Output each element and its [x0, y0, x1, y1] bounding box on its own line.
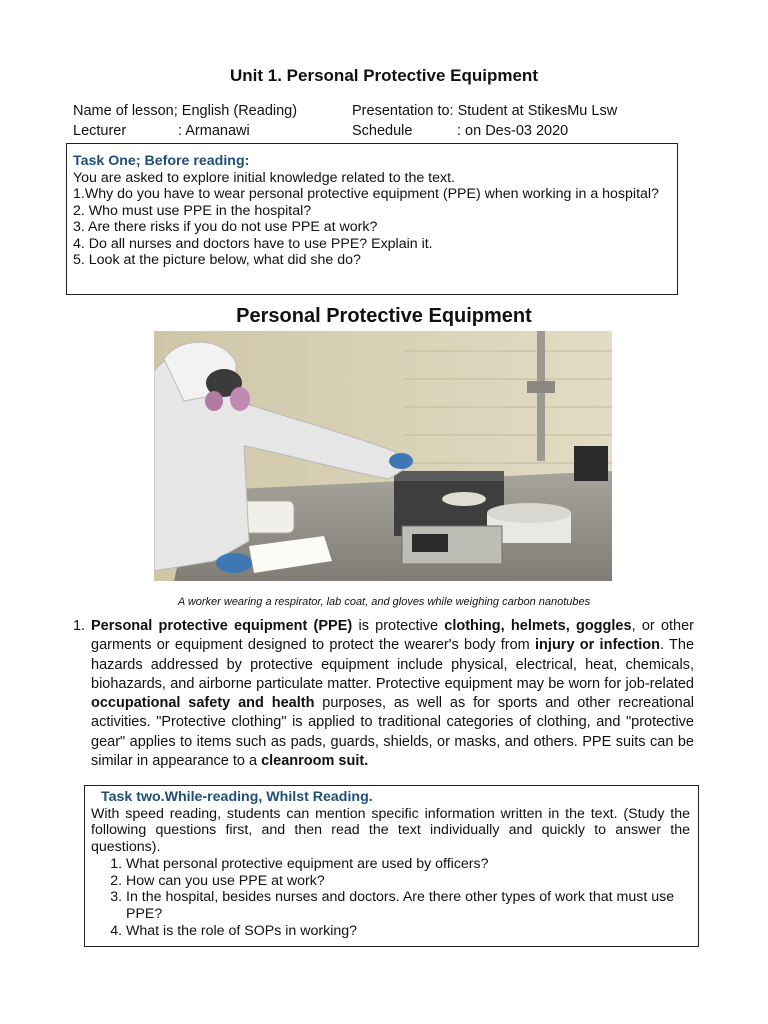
paragraph-text: . The hazards addressed by protective equipment include physical, electrical, heat, chemicals, biohazards, and airborne particulate matter. Protective equipment may be worn for job-related	[91, 637, 695, 692]
term-clothing: clothing, helmets, goggles	[444, 618, 632, 634]
schedule-label: Schedule	[352, 123, 413, 139]
task-one-question: 3. Are there risks if you do not use PPE at work?	[73, 219, 378, 235]
task-one-question: 1.Why do you have to wear personal protective equipment (PPE) when working in a hospital?	[73, 186, 659, 202]
task-one-question: 5. Look at the picture below, what did she do?	[73, 252, 361, 268]
lecturer-label: Lecturer	[73, 123, 127, 139]
task-one-box	[66, 143, 678, 295]
term-occupational: occupational safety and health	[91, 695, 315, 712]
term-cleanroom: cleanroom suit.	[261, 753, 369, 770]
lab-worker-photo	[154, 331, 612, 581]
task-one-question: 2. Who must use PPE in the hospital?	[73, 202, 312, 219]
task-two-questions	[91, 856, 690, 940]
task-two-title: Task two.While-reading, Whilst Reading.	[101, 789, 373, 805]
task-one-title: Task One; Before reading:	[73, 153, 250, 169]
task-two-box	[84, 785, 699, 947]
term-ppe: Personal protective equipment (PPE)	[91, 618, 353, 634]
task-two-question: 1. What personal protective equipment are used by officers?	[126, 856, 690, 873]
page-title: Unit 1. Personal Protective Equipment	[230, 66, 538, 85]
task-two-question: 4. What is the role of SOPs in working?	[126, 923, 690, 940]
task-two-question: 3. In the hospital, besides nurses and doctors. Are there other types of work that must use PPE?	[126, 889, 690, 922]
task-two-question: 2. How can you use PPE at work?	[126, 873, 690, 890]
ppe-paragraph	[73, 617, 694, 771]
lesson-name: Name of lesson; English (Reading)	[73, 103, 298, 119]
task-one-question: 4. Do all nurses and doctors have to use PPE? Explain it.	[73, 235, 433, 252]
paragraph-text: is protective	[352, 618, 445, 634]
term-injury: injury or infection	[535, 637, 660, 654]
presentation-to: Presentation to: Student at StikesMu Lsw	[352, 103, 618, 119]
task-one-intro: You are asked to explore initial knowledge related to the text.	[73, 169, 455, 186]
paragraph-text: purposes, as well as for sports and other recreational activities. "Protective clothing" is applied to traditional categories of clothing, and "protective gear" applies to items such as pads, guards, shields, or masks, and others. PPE suits can be similar in appearance to a	[91, 695, 694, 770]
section-heading: Personal Protective Equipment	[236, 305, 532, 327]
lecturer-value: : Armanawi	[178, 123, 250, 139]
photo-caption: A worker wearing a respirator, lab coat, and gloves while weighing carbon nanotubes	[177, 596, 591, 608]
schedule-value: : on Des-03 2020	[457, 123, 569, 139]
task-two-intro: With speed reading, students can mention specific information written in the text. (Study the following questions first, and then read the text individually and quickly to answer the questions).	[91, 805, 690, 856]
paragraph-text: , or other garments or equipment designed to protect the wearer's body from	[91, 618, 694, 654]
paragraph-number: 1.	[73, 618, 86, 634]
